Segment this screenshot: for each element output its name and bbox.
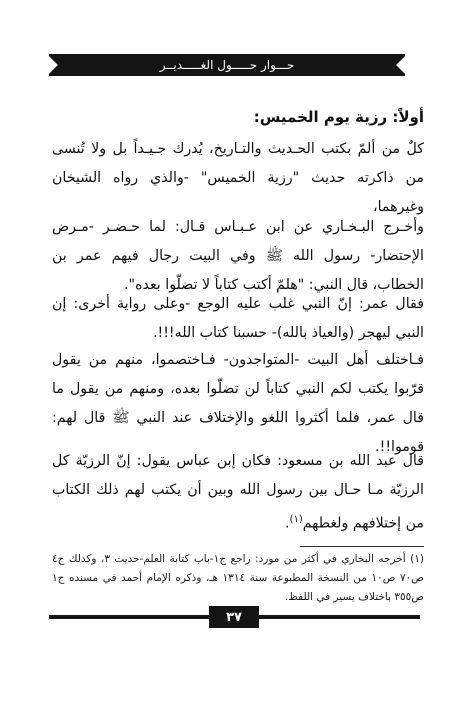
footnote-reference: (١)	[289, 514, 303, 525]
paragraph-5: قال عبد الله بن مسعود: فكان إبن عباس يقول: إنّ الرزيّة كل الرزيّة مـا حـال بين رسول الله وبين أن يكتب لهم ذلك الكتاب من إختلافهم ولغطهم$^{(١)}$.	[52, 453, 424, 532]
footnote: (١) أخرجه البخاري في أكثر من مورد: راجع ج١-باب كتابة العلم-حديث ٣، وكذلك ج٤ ص٧٠ ص١٠ من النسخة المطبوعة سنة ١٣١٤ هـ، وذكره الإمام أحمد في مسنده ج١ ص٣٥٥ باختلاف يسير في اللفظ.	[52, 553, 424, 603]
paragraph-5-text: قال عبد الله بن مسعود: فكان إبن عباس يقول: إنّ الرزيّة كل الرزيّة مـا حـال بين رسول الله وبين أن يكتب لهم ذلك الكتاب من إختلافهم ولغطهم	[52, 453, 424, 532]
running-header-title: حـــوار حـــــول الغـــــديــر	[159, 58, 295, 72]
paragraph-4: فـاختلف أهل البيت -المتواجدون- فـاختصموا، منهم من يقول قرّبوا يكتب لكم النبي كتاباً لن تضلّوا بعده، ومنهم من يقول ما قال عمر، فلما أكثروا اللغو والإختلاف عند النبي ﷺ قال لهم: قوموا!!.	[52, 352, 424, 455]
paragraph-1: كلٌ من ألمّ بكتب الحـديث والتـاريخ، يُدرك جـيـداً بل ولا تُنسى من ذاكرته حديث "رزية الخميس" -والذي رواه الشيخان وغيرهما،	[52, 141, 424, 215]
section-heading: أولاً: رزية يوم الخميس:	[253, 108, 424, 126]
paragraph-2: وأخـرج البـخـاري عن ابن عـبـاس قـال: لما حـضـر -مـرض الإحتضار- رسول الله ﷺ وفي البيت رجال فيهم عمر بن الخطاب، قال النبي: "هلمّ أكتب كتاباً لا تضلّوا بعده".	[52, 219, 424, 293]
paragraph-3: فقال عمر: إنّ النبي غلب عليه الوجع -وعلى رواية أخرى: إن النبي ليهجر (والعياذ بالله)- حسبنا كتاب الله!!!.	[52, 296, 424, 341]
running-header	[49, 54, 405, 76]
footnote-divider	[300, 546, 424, 547]
page-number: ٣٧	[209, 606, 259, 628]
